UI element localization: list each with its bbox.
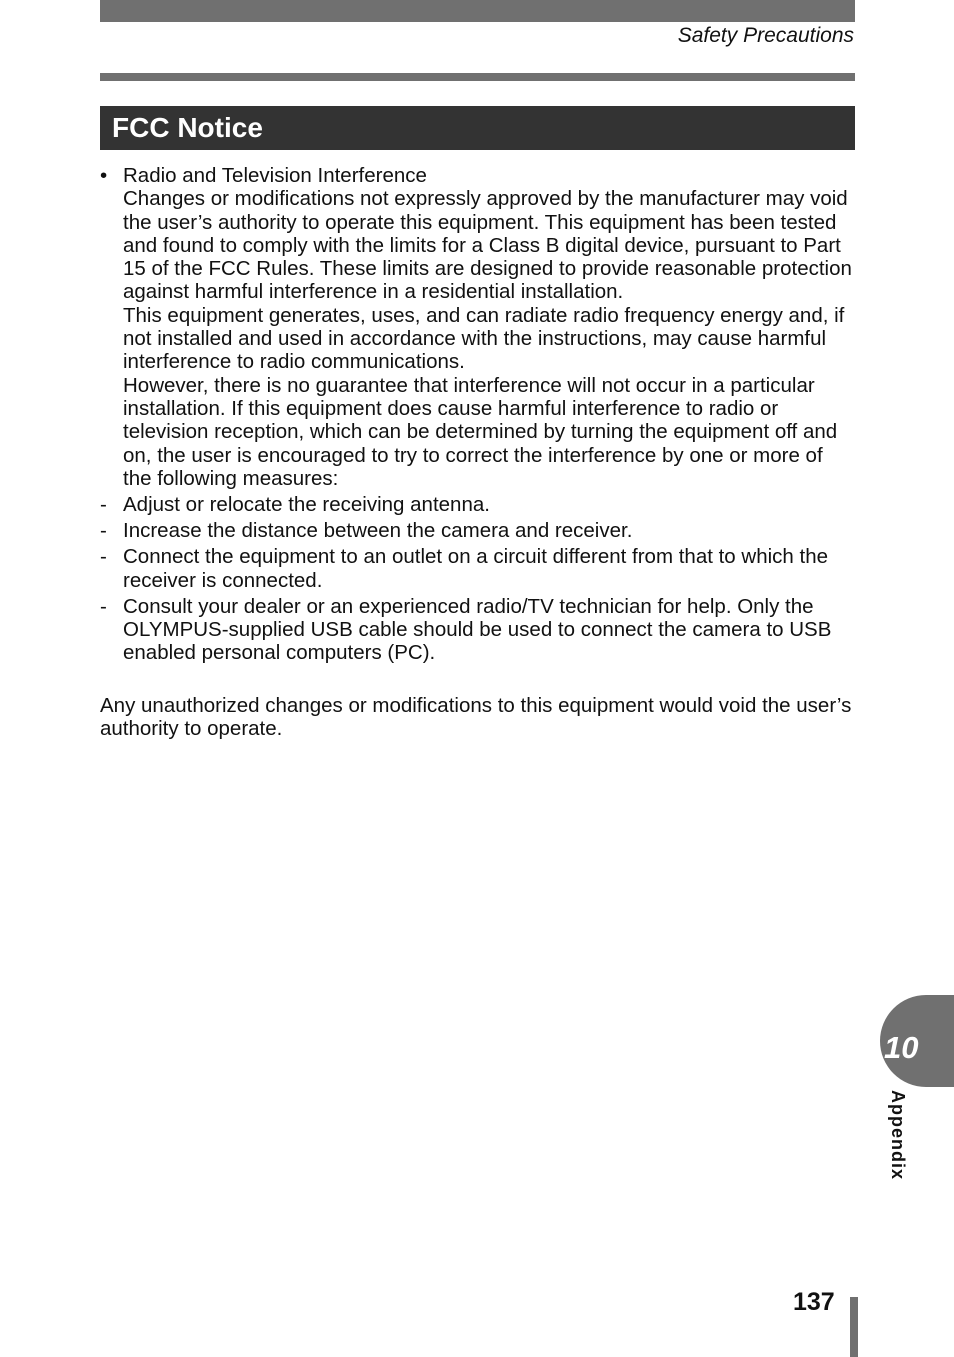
section-title: FCC Notice <box>100 106 855 150</box>
paragraph: Changes or modifications not expressly approved by the manufacturer may void the user’s authority to operate this equipment. This equipment has been tested and found to comply with the limits for a Class B digital device, pursuant to Part 15 of the FCC Rules. These limits are designed to provide reasonable protection against harmful interference in a residential installation. <box>123 187 852 304</box>
closing-paragraph: Any unauthorized changes or modifications to this equipment would void the user’s authority to operate. <box>100 693 852 740</box>
page-edge-bar <box>850 1297 858 1357</box>
page-number: 137 <box>793 1288 835 1316</box>
running-head: Safety Precautions <box>677 24 854 47</box>
dash-mark: - <box>100 493 107 517</box>
bullet-body <box>123 164 855 490</box>
list-item <box>100 519 855 542</box>
dash-mark: - <box>100 594 107 618</box>
list-item <box>100 545 855 592</box>
list-item <box>100 595 855 665</box>
list-item-text: Adjust or relocate the receiving antenna. <box>123 493 490 517</box>
paragraph: This equipment generates, uses, and can radiate radio frequency energy and, if not installed and used in accordance with the instructions, may cause harmful interference to radio communications. <box>123 303 845 374</box>
measures-list <box>100 493 855 664</box>
paragraph: However, there is no guarantee that interference will not occur in a particular installation. If this equipment does cause harmful interference to radio or television reception, which can be determined by turning the equipment off and on, the user is encouraged to try to correct the interference by one or more of the following measures: <box>123 373 838 490</box>
header-rule <box>100 73 855 81</box>
chapter-label: Appendix <box>888 1090 908 1181</box>
list-item-text: Consult your dealer or an experienced radio/TV technician for help. Only the OLYMPUS-supplied USB cable should be used to connect the camera to USB enabled personal computers (PC). <box>123 594 832 665</box>
list-item <box>100 493 855 516</box>
bullet-mark: • <box>100 164 108 187</box>
dash-mark: - <box>100 545 107 569</box>
header-bar <box>100 0 855 22</box>
chapter-number: 10 <box>884 1030 919 1065</box>
main-content <box>100 164 855 740</box>
dash-mark: - <box>100 519 107 543</box>
bullet-item <box>100 164 855 490</box>
list-item-text: Increase the distance between the camera and receiver. <box>123 519 633 543</box>
bullet-heading: Radio and Television Interference <box>123 164 427 187</box>
list-item-text: Connect the equipment to an outlet on a circuit different from that to which the receiver is connected. <box>123 545 829 592</box>
